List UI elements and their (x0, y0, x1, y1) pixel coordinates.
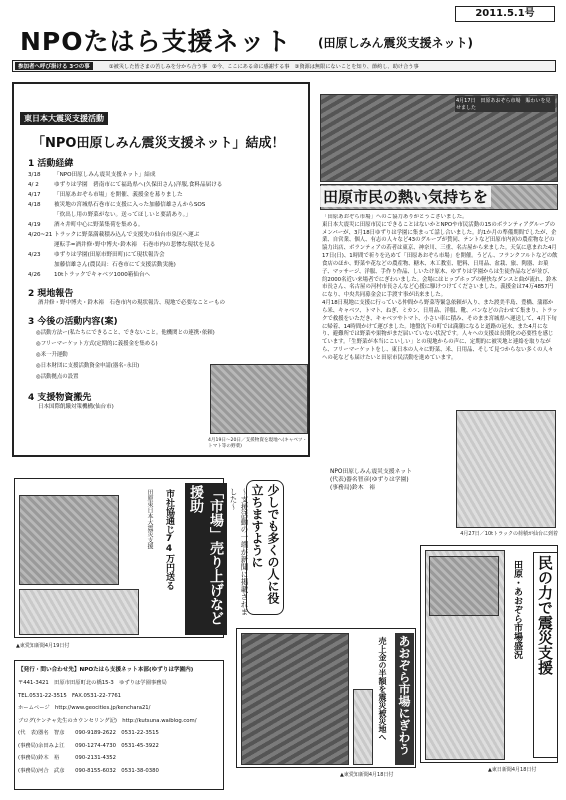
timeline-row (28, 260, 306, 270)
warm-feelings-headline: 田原市民の熱い気持ちを (320, 186, 491, 207)
timeline-row (28, 200, 306, 210)
section-1-title: 1 活動経緯 (28, 159, 74, 169)
contact-line: (事務局)鈴木 裕 090-2131-4352 (18, 755, 116, 761)
contact-title: 【発行・問い合わせ先】NPOたはら支援ネット本部(ゆずりは学園内) (18, 667, 194, 673)
timeline-date (28, 240, 54, 250)
truck-photo-caption: 4月27日／10tトラックの荷積が仙台に到着 (460, 531, 558, 537)
contact-line: (事務局)河合 武彦 090-8155-6032 0531-38-0380 (18, 767, 159, 774)
contact-line: TEL.0531-22-3515 FAX.0531-22-7761 (18, 692, 122, 699)
clip-a-kicker: 田原東日本大震災支援 (146, 489, 153, 549)
header-band (12, 60, 556, 72)
plan-item: ◎フリーマーケット方式(定期的に義援金を集める) (36, 341, 158, 347)
timeline-text: トラックに野菜満載積み込んで支援先の仙台市泉区へ運ぶ (54, 232, 200, 238)
timeline-row (28, 230, 306, 240)
contact-line: ブログ(ケンチャ先生のカウンセリング記) http://kutsuna.waiblog.com/ (18, 717, 197, 724)
timeline-date: 4/18 (28, 202, 41, 208)
plan-item: ◎活動拠点の設置 (36, 374, 79, 380)
timeline-date: 3/18 (28, 172, 41, 178)
timeline-date: 4/ 2 (28, 182, 39, 188)
clip-a-photo (19, 495, 119, 585)
supplies-photo-caption: 4月19日〜20日／支援物資を現地へ(キャベツ・トマト等の野菜) (208, 438, 308, 449)
quote-sub: 〜支援活動の一端が新聞に掲載されました〜 (229, 488, 249, 616)
timeline-date (28, 210, 54, 220)
signature (330, 468, 460, 492)
section-3-list (36, 328, 215, 383)
timeline-row (28, 210, 306, 220)
issue-date: 2011.5.1号 (455, 6, 555, 22)
clip-a-sub: 市社協通じ74万円送る (164, 489, 174, 590)
plan-item: ◎日本財団に支援活動資金申請(器名･永田) (36, 363, 140, 369)
signature-office: (事務局)鈴木 裕 (330, 485, 376, 492)
contact-line: (事務局)余田みよ江 090-1274-4730 0531-45-3922 (18, 742, 159, 749)
timeline-date (28, 260, 54, 270)
contact-line: (代 表)器名 智彦 090-9189-2622 0531-22-3515 (18, 730, 159, 736)
timeline-row (28, 190, 306, 200)
timeline-text: 「田原あおぞら市場」を開催、義援金を募りました (54, 192, 183, 198)
clip-a-headline: 「市場」売り上げなど援助 (185, 483, 227, 635)
timeline-date: 4/19 (28, 222, 41, 228)
activity-report-box (12, 82, 310, 457)
clip-c-sub: 売上金の半額を震災被災地へ (378, 637, 387, 741)
band-label: 参加者へ呼び掛ける 3つの事 (15, 62, 93, 70)
article-headline: 「NPO田原しみん震災支援ネット」結成！ (32, 136, 285, 151)
contact-box (14, 660, 224, 790)
masthead-subtitle: (田原しみん震災支援ネット) (318, 36, 473, 50)
timeline-text: 酒々井町中心に野菜集荷を集める。 (54, 222, 144, 228)
clip-c-photo (241, 633, 349, 765)
plan-item: ◎活動方法ー(私たちにできること、できないこと。他機関との連携･依頼) (36, 330, 215, 336)
timeline-date: 4/23 (28, 252, 41, 258)
section-4-text: 日本国際飢餓対策機構(仙台市) (38, 404, 114, 410)
warm-feelings-body: 「田原あおぞら市場」へのご協力ありがとうございました。 東日本大震災に田原市民にできることはないかとNPOや市民活動の15のボランティアグループのメンバーが、3月18日ゆずりは学園に集まって話し合いました。約1か月の準備期間でしたが、企業、自営業、個人、有志の人々など43のグループが賛同、テントなど田原市内初の農産物などの協力出店、ボランティアの若者は東京、神奈川、三重、名古屋から来ました。天気に恵まれた4月17日(日)、1時間で祈りを込めて「田原あおぞら市場」を開催。うどん、フランクフルトなどの飲食店のほか、野菜や花などの農産物、糖木、木工教室、肥料、日用品、盆栽、旅、陶器、お菓子、マッサージ、洋服、手作り作品、しいたけ原木、ゆずりは学園からは生徒作品などが並び、約2000名近い来場者でにぎわいました。会場にはヒップホップの軽快なダンスと曲が流れ、鈴木市長さん、名古屋の河村市長さんなど心援に駆けつけてくださいました。義援金は74万4857円になり、中央共同募金会に手渡す事が出来ました。 4月18日現地に支援に行っている仲間から野菜等緊急依頼が入り、また渡美半島、豊橋、蒲郡から米、キャベツ、トマト、ねぎ、ミカン、日用品、洋服、靴、パンなどの合わせて集まり、トラックで救援をいただき、キャベツやトマト、小さい車に積み、そのまま宮城県へ運送して、4月下旬に帰着、14時間かけて運びました。地盤沈下の町では満潮になると道路の冠水、また4月になり、避難所では野菜や果物がまだ届いていない状況です。人々への支援は長期化の必要性を感じています。「生野菜が本当にこいしい」との現地からの声に、定期的に被災地と連絡を取りながら、フリーマーケットをし、東日本の人々に野菜、米、日用品、そして見つからない多くの人々への花なども届けたいと田原市民活動を進めています。 (322, 214, 558, 361)
section-3-title: 3 今後の活動内容(案) (28, 317, 118, 327)
clip-b-source: ▲東日新聞4月18日付 (488, 767, 537, 773)
signature-rep: (代表)器名智彦(ゆずりは学園) (330, 477, 409, 484)
timeline-row (28, 170, 306, 180)
clip-b-headline: 民の力で震災支援 (533, 552, 558, 758)
clip-a-text-area (19, 589, 139, 635)
timeline-text: 10tトラックでキャベツ1000箱仙台へ (54, 272, 151, 278)
clip-c-headline: あおぞら市場にぎわう (395, 633, 414, 765)
news-clip-market-aid (14, 478, 224, 638)
activity-timeline (28, 170, 306, 280)
quote-text: 少しでも多くの人に役立ちますように (246, 480, 284, 615)
clip-b-photo (429, 556, 499, 616)
timeline-date: 4/26 (28, 272, 41, 278)
news-clip-citizen-power (420, 545, 558, 763)
market-photo-caption: 4月17日 田原あおぞら市場 賑わいを見せました (455, 96, 555, 112)
band-text: ①被災した皆さまの苦しみを分かち合う事 ②今、ここにある命に感謝する事 ③資源は無限にないことを知り、節約し、助け合う事 (109, 64, 419, 70)
article-kicker: 東日本大震災支援活動 (20, 112, 108, 125)
timeline-row (28, 250, 306, 260)
timeline-text: 運転手=酒井修･野中博夫･鈴木裕 石巻市内の悲惨な現状を見る (54, 242, 216, 248)
clip-a-source: ▲東愛知新聞4月19日付 (16, 643, 70, 649)
timeline-text: 「NPO田原しみん震災支援ネット」結成 (54, 172, 156, 178)
contact-lines (18, 677, 222, 777)
masthead-title: NPOたはら支援ネット (20, 27, 292, 56)
timeline-text: ゆずりは学園 碧南市にて福島県へ(久保田さん)洋服,食料品届ける (54, 182, 223, 188)
timeline-text: 被災地の宮城県石巻市に支援に入った加藤信雄さんからSOS (54, 202, 206, 208)
timeline-text: ゆずりは学園(田原市野田町)にて現状報告会 (54, 252, 165, 258)
clip-c-source: ▲東愛知新聞4月18日付 (340, 772, 394, 778)
section-2-title: 2 現地報告 (28, 289, 74, 299)
truck-photo (456, 410, 556, 528)
timeline-row (28, 220, 306, 230)
contact-line: 〒441-3421 田原市田原町北の橋15-3 ゆずりは学園事務局 (18, 680, 167, 686)
timeline-date: 4/20~21 (28, 232, 53, 238)
timeline-row (28, 180, 306, 190)
news-clip-aozora (236, 628, 416, 768)
plan-item: ◎米一升運動 (36, 352, 68, 358)
section-4-title: 4 支援物資搬先 (28, 393, 92, 403)
clip-b-sub: 田原・あおぞら市場盛況 (512, 560, 522, 659)
timeline-text: 「炊出し用の野菜がない。送ってほしいと要請あり。」 (54, 212, 192, 218)
contact-line: ホームページ http://www.geocities.jp/kenchara21/ (18, 705, 151, 711)
timeline-text: 加藤信雄さん(農民局：石巻市にて支援活動実施) (54, 262, 176, 268)
timeline-date: 4/17 (28, 192, 41, 198)
timeline-row (28, 240, 306, 250)
clip-c-text-area (353, 689, 373, 765)
timeline-row (28, 270, 306, 280)
supplies-photo (210, 364, 308, 434)
signature-org: NPO田原しみん震災支援ネット (330, 469, 412, 475)
section-2-text: 酒井修・野中博夫・鈴木裕 石巻市内の現状報告、現地で必要なことーもの (38, 300, 226, 306)
